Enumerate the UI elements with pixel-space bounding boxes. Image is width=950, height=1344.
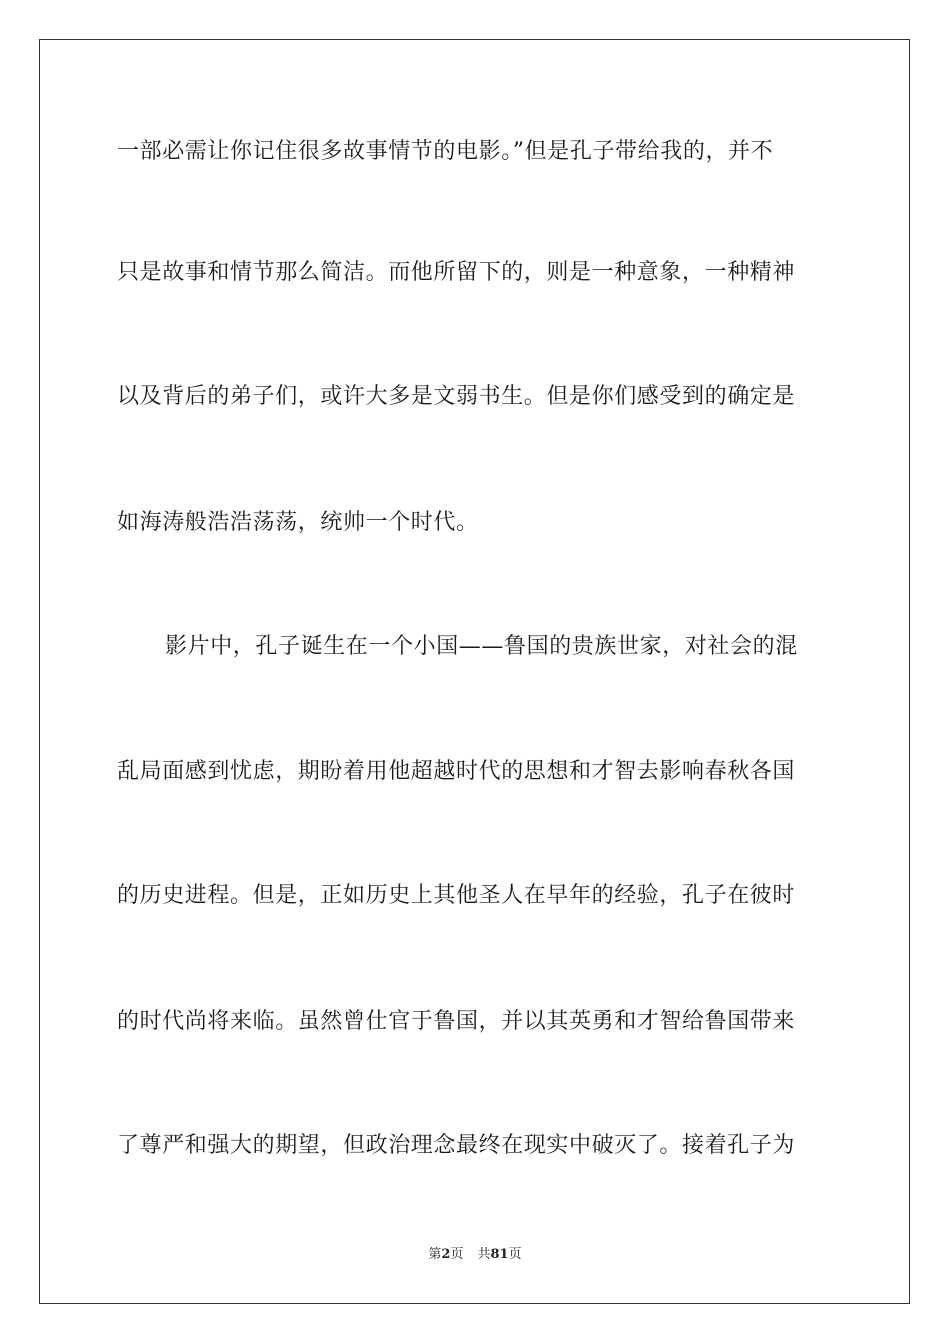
total-pages: 81 (490, 1247, 509, 1262)
total-prefix: 共 (477, 1247, 491, 1262)
page-footer (0, 1246, 950, 1264)
page-suffix: 页 (450, 1247, 464, 1262)
text-line-2: 只是故事和情节那么简洁。而他所留下的，则是一种意象，一种精神 (117, 260, 796, 285)
page-number: 2 (441, 1247, 451, 1262)
text-line-9: 了尊严和强大的期望，但政治理念最终在现实中破灭了。接着孔子为 (117, 1133, 796, 1158)
text-line-3: 以及背后的弟子们，或许大多是文弱书生。但是你们感受到的确定是 (117, 384, 796, 409)
page-border (39, 39, 910, 1304)
page-prefix: 第 (428, 1247, 442, 1262)
text-line-5: 影片中，孔子诞生在一个小国——鲁国的贵族世家，对社会的混 (165, 634, 798, 659)
text-line-7: 的历史进程。但是，正如历史上其他圣人在早年的经验，孔子在彼时 (117, 883, 796, 908)
total-suffix: 页 (508, 1247, 522, 1262)
text-line-1: 一部必需让你记住很多故事情节的电影。”但是孔子带给我的，并不 (117, 139, 774, 164)
text-line-4: 如海涛般浩浩荡荡，统帅一个时代。 (117, 510, 479, 535)
text-line-8: 的时代尚将来临。虽然曾仕官于鲁国，并以其英勇和才智给鲁国带来 (117, 1009, 796, 1034)
text-line-6: 乱局面感到忧虑，期盼着用他超越时代的思想和才智去影响春秋各国 (117, 759, 796, 784)
